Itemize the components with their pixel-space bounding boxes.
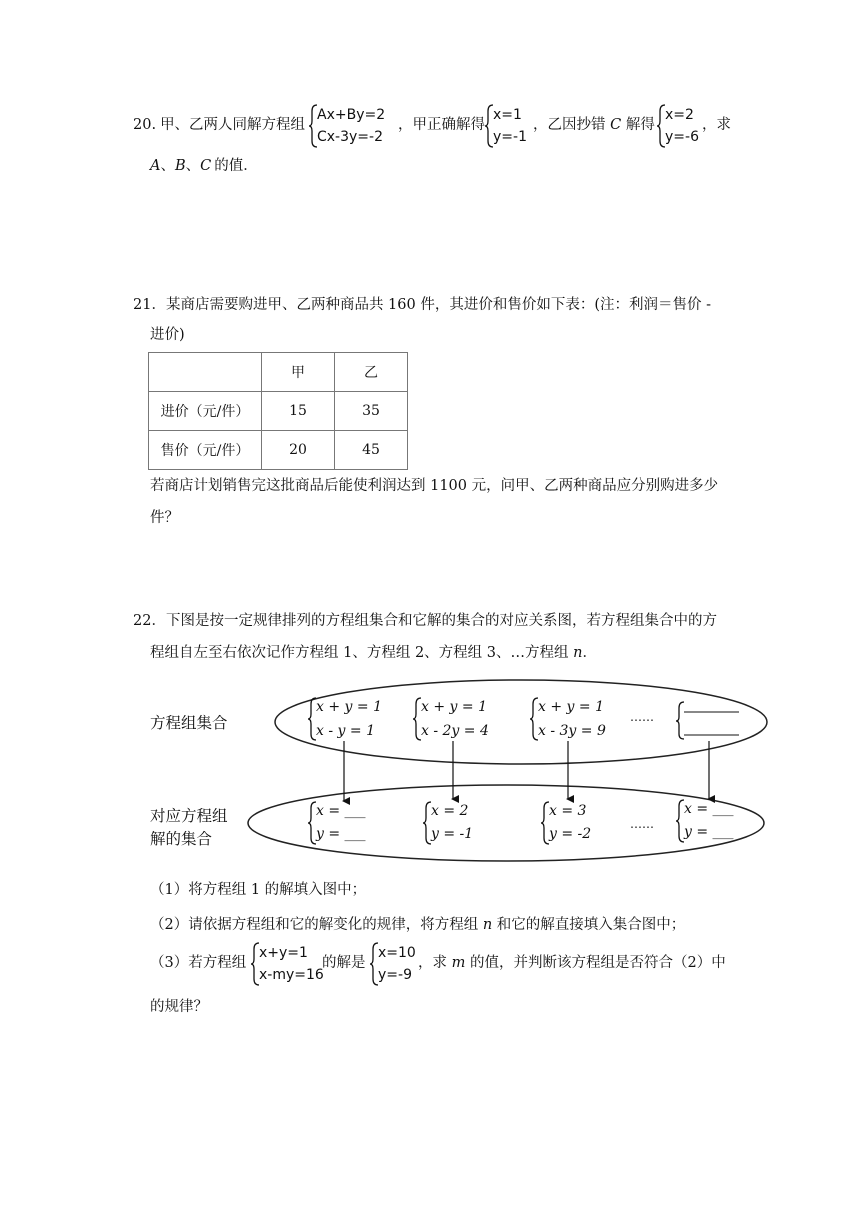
q22-system-4 bbox=[251, 942, 326, 986]
equation: y=-6 bbox=[665, 129, 699, 145]
solution-system-n bbox=[676, 799, 756, 843]
q20-text: ，乙因抄错 C 解得 bbox=[533, 117, 655, 133]
solution-system-1 bbox=[308, 801, 388, 845]
equation: x=2 bbox=[665, 107, 694, 123]
table-cell: 35 bbox=[335, 392, 408, 431]
equation-system-2 bbox=[413, 697, 503, 741]
q22-part3-text: ，求 m 的值，并判断该方程组是否符合（2）中 bbox=[418, 955, 726, 971]
q20-line2: A、B、C 的值． bbox=[150, 158, 258, 174]
q20-system-3 bbox=[657, 104, 707, 148]
price-table bbox=[148, 352, 408, 470]
equation-set-label: 方程组集合 bbox=[150, 714, 228, 732]
q22-part3-text: 的解是 bbox=[322, 955, 366, 971]
q20-system-1 bbox=[309, 104, 399, 148]
table-cell: 15 bbox=[262, 392, 335, 431]
equation: x + y = 1 bbox=[421, 699, 487, 715]
equation: Ax+By=2 bbox=[317, 107, 386, 123]
solution: x = ___ bbox=[316, 803, 366, 819]
q22-part3-end: 的规律？ bbox=[150, 999, 208, 1015]
equation: x-my=16 bbox=[259, 967, 324, 983]
equation: y=-9 bbox=[378, 967, 412, 983]
equation: x=1 bbox=[493, 107, 522, 123]
equation: x + y = 1 bbox=[538, 699, 604, 715]
solution-set-label: 对应方程组 bbox=[150, 807, 228, 825]
equation: x - y = 1 bbox=[316, 723, 375, 739]
solution: x = 2 bbox=[431, 803, 469, 819]
table-cell: 45 bbox=[335, 431, 408, 470]
table-cell bbox=[149, 353, 262, 392]
table-row bbox=[149, 392, 408, 431]
q20-text: ，求 bbox=[702, 117, 731, 133]
equation: y=-1 bbox=[493, 129, 527, 145]
solution-system-2 bbox=[423, 801, 493, 845]
ellipsis: …… bbox=[630, 817, 654, 831]
q20-text: ，甲正确解得 bbox=[398, 117, 485, 133]
solution-system-3 bbox=[541, 801, 611, 845]
q21-line4: 件？ bbox=[150, 510, 179, 526]
q20-line1: 20. 甲、乙两人同解方程组 bbox=[133, 117, 306, 133]
solution: x = 3 bbox=[549, 803, 587, 819]
solution: y = -1 bbox=[431, 826, 474, 842]
q22-line1: 22．下图是按一定规律排列的方程组集合和它解的集合的对应关系图，若方程组集合中的方 bbox=[133, 613, 717, 629]
equation: x=10 bbox=[378, 945, 416, 961]
solution: x = ___ bbox=[684, 801, 734, 817]
q22-part3-lead: （3）若方程组 bbox=[150, 955, 247, 971]
q21-line3: 若商店计划销售完这批商品后能使利润达到 1100 元，问甲、乙两种商品应分别购进多少 bbox=[150, 478, 719, 494]
equation-system-3 bbox=[530, 697, 620, 741]
equation-system-1 bbox=[308, 697, 388, 741]
q22-part1: （1）将方程组 1 的解填入图中； bbox=[150, 882, 367, 898]
solution-set-label: 解的集合 bbox=[150, 830, 213, 848]
table-cell: 20 bbox=[262, 431, 335, 470]
q21-line1: 21．某商店需要购进甲、乙两种商品共 160 件，其进价和售价如下表：(注：利润＝售价 - bbox=[133, 297, 712, 313]
solution: y = ___ bbox=[316, 826, 366, 842]
q20-system-2 bbox=[485, 104, 535, 148]
brace-icon bbox=[676, 702, 684, 739]
equation: x + y = 1 bbox=[316, 699, 382, 715]
q22-part2: （2）请依据方程组和它的解变化的规律，将方程组 n 和它的解直接填入集合图中； bbox=[150, 917, 686, 933]
solution: y = ___ bbox=[684, 824, 734, 840]
q21-line2: 进价) bbox=[150, 327, 185, 343]
table-row bbox=[149, 353, 408, 392]
table-cell: 进价（元/件） bbox=[149, 392, 262, 431]
equation: x - 3y = 9 bbox=[538, 723, 606, 739]
equation: Cx-3y=-2 bbox=[317, 129, 383, 145]
table-header: 乙 bbox=[335, 353, 408, 392]
equation: x - 2y = 4 bbox=[421, 723, 489, 739]
solution: y = -2 bbox=[549, 826, 592, 842]
ellipsis: …… bbox=[630, 710, 654, 724]
equation: x+y=1 bbox=[259, 945, 308, 961]
table-row bbox=[149, 431, 408, 470]
table-header: 甲 bbox=[262, 353, 335, 392]
q22-line2: 程组自左至右依次记作方程组 1、方程组 2、方程组 3、…方程组 n． bbox=[150, 645, 597, 661]
table-cell: 售价（元/件） bbox=[149, 431, 262, 470]
